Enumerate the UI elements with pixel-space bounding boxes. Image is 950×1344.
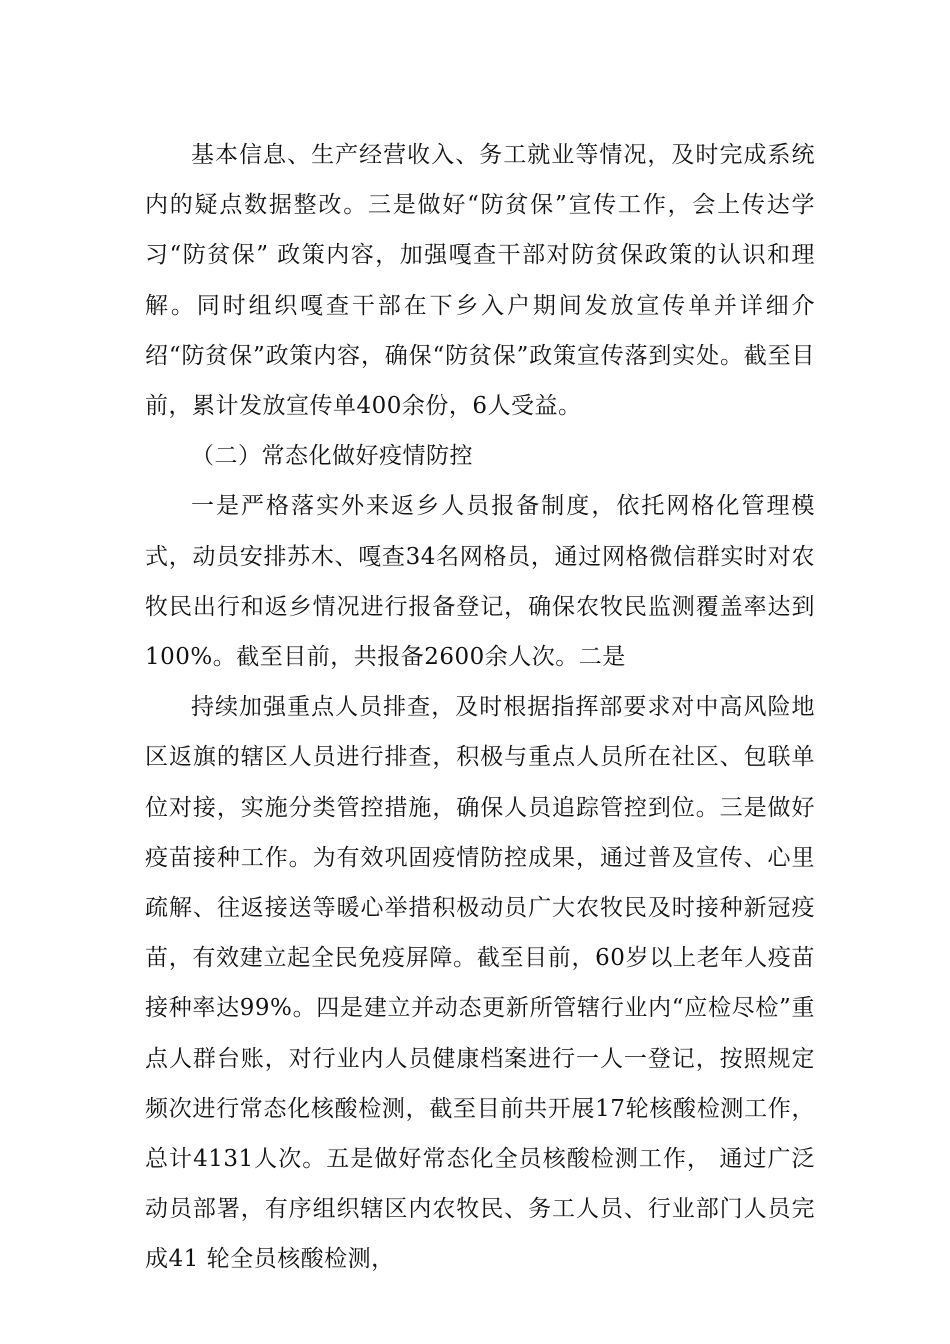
paragraph-returnee-registration: 一是严格落实外来返乡人员报备制度，依托网格化管理模式，动员安排苏木、嘎查34名网格员，通过网格微信群实时对农牧民出行和返乡情况进行报备登记，确保农牧民监测覆盖率达到100%。截至目前，共报备2600余人次。二是: [145, 493, 815, 671]
paragraph-poverty-insurance: 基本信息、生产经营收入、务工就业等情况，及时完成系统内的疑点数据整改。三是做好“防贫保”宣传工作，会上传达学习“防贫保” 政策内容，加强嘎查干部对防贫保政策的认识和理解。同时组织嘎查干部在下乡入户期间发放宣传单并详细介绍“防贫保”政策内容，确保“防贫保”政策宣传落到实处。截至目前，累计发放宣传单400余份，6人受益。: [145, 142, 815, 420]
paragraph-key-personnel-screening: 持续加强重点人员排查，及时根据指挥部要求对中高风险地区返旗的辖区人员进行排查，积极与重点人员所在社区、包联单位对接，实施分类管控措施，确保人员追踪管控到位。三是做好疫苗接种工作。为有效巩固疫情防控成果，通过普及宣传、心里疏解、往返接送等暖心举措积极动员广大农牧民及时接种新冠疫苗，有效建立起全民免疫屏障。截至目前，60岁以上老年人疫苗接种率达99%。四是建立并动态更新所管辖行业内“应检尽检”重点人群台账，对行业内人员健康档案进行一人一登记，按照规定频次进行常态化核酸检测，截至目前共开展17轮核酸检测工作，总计4131人次。五是做好常态化全员核酸检测工作， 通过广泛动员部署，有序组织辖区内农牧民、务工人员、行业部门人员完成41 轮全员核酸检测，: [145, 694, 815, 1273]
document-body: [145, 130, 815, 1285]
section-heading-epidemic-control: （二）常态化做好疫情防控: [191, 443, 473, 470]
